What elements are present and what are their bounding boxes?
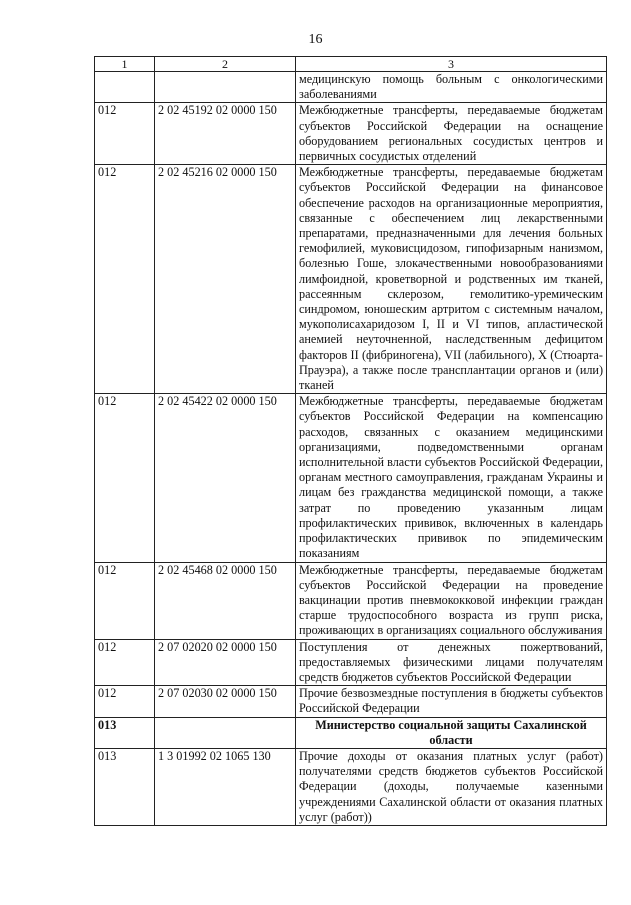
admin-code-cell: 012 bbox=[95, 639, 155, 686]
budget-code-cell bbox=[155, 72, 296, 103]
admin-code-cell: 012 bbox=[95, 686, 155, 717]
description-cell: медицинскую помощь больным с онкологическими заболеваниями bbox=[296, 72, 607, 103]
description-cell: Межбюджетные трансферты, передаваемые бюджетам субъектов Российской Федерации на компенсацию расходов, связанных с оказанием медицинскими организациями, подведомственными органам исполнительной власти субъектов Российской Федерации, органам местного самоуправления, гражданам Украины и лицам без гражданства медицинской помощи, а также затрат по проведению указанным лицам профилактических прививок, включенных в календарь профилактических прививок по эпидемическим показаниям bbox=[296, 394, 607, 562]
budget-code-cell bbox=[155, 717, 296, 748]
admin-code-cell: 012 bbox=[95, 165, 155, 394]
table-row bbox=[95, 562, 607, 639]
admin-code-cell bbox=[95, 72, 155, 103]
table-row bbox=[95, 394, 607, 562]
budget-code-cell: 2 07 02030 02 0000 150 bbox=[155, 686, 296, 717]
table-row bbox=[95, 103, 607, 165]
header-row bbox=[95, 57, 607, 72]
budget-code-cell: 2 07 02020 02 0000 150 bbox=[155, 639, 296, 686]
budget-code-cell: 2 02 45422 02 0000 150 bbox=[155, 394, 296, 562]
admin-code-cell: 013 bbox=[95, 748, 155, 825]
table-row bbox=[95, 717, 607, 748]
description-cell: Прочие доходы от оказания платных услуг (работ) получателями средств бюджетов субъектов Российской Федерации (доходы, получаемые казенными учреждениями Сахалинской области от оказания платных услуг (работ)) bbox=[296, 748, 607, 825]
budget-code-cell: 1 3 01992 02 1065 130 bbox=[155, 748, 296, 825]
page-number: 16 bbox=[308, 32, 323, 47]
table-row bbox=[95, 72, 607, 103]
table-row bbox=[95, 639, 607, 686]
admin-code-cell: 012 bbox=[95, 103, 155, 165]
description-cell: Межбюджетные трансферты, передаваемые бюджетам субъектов Российской Федерации на финансовое обеспечение расходов на организационные мероприятия, связанные с обеспечением лиц лекарственными препаратами, предназначенными для лечения больных гемофилией, муковисцидозом, гипофизарным нанизмом, болезнью Гоше, злокачественными новообразованиями лимфоидной, кроветворной и родственных им тканей, рассеянным склерозом, гемолитико-уремическим синдромом, юношеским артритом с системным началом, мукополисахаридозом I, II и VI типов, апластической анемией неуточненной, наследственным дефицитом факторов II (фибриногена), VII (лабильного), X (Стюарта-Прауэра), а также после трансплантации органов и (или) тканей bbox=[296, 165, 607, 394]
budget-code-cell: 2 02 45216 02 0000 150 bbox=[155, 165, 296, 394]
table-row bbox=[95, 686, 607, 717]
admin-code-cell: 012 bbox=[95, 394, 155, 562]
header-col-3: 3 bbox=[296, 57, 607, 72]
table-row bbox=[95, 165, 607, 394]
description-cell: Межбюджетные трансферты, передаваемые бюджетам субъектов Российской Федерации на проведение вакцинации против пневмококковой инфекции граждан старше трудоспособного возраста из групп риска, проживающих в организациях социального обслуживания bbox=[296, 562, 607, 639]
description-cell: Прочие безвозмездные поступления в бюджеты субъектов Российской Федерации bbox=[296, 686, 607, 717]
description-cell: Поступления от денежных пожертвований, предоставляемых физическими лицами получателям средств бюджетов субъектов Российской Федерации bbox=[296, 639, 607, 686]
header-col-1: 1 bbox=[95, 57, 155, 72]
table-row bbox=[95, 748, 607, 825]
admin-code-cell: 013 bbox=[95, 717, 155, 748]
budget-code-cell: 2 02 45468 02 0000 150 bbox=[155, 562, 296, 639]
description-cell: Министерство социальной защиты Сахалинской области bbox=[296, 717, 607, 748]
revenue-codes-table bbox=[94, 56, 607, 826]
header-col-2: 2 bbox=[155, 57, 296, 72]
description-cell: Межбюджетные трансферты, передаваемые бюджетам субъектов Российской Федерации на оснащение оборудованием региональных сосудистых центров и первичных сосудистых отделений bbox=[296, 103, 607, 165]
budget-code-cell: 2 02 45192 02 0000 150 bbox=[155, 103, 296, 165]
admin-code-cell: 012 bbox=[95, 562, 155, 639]
